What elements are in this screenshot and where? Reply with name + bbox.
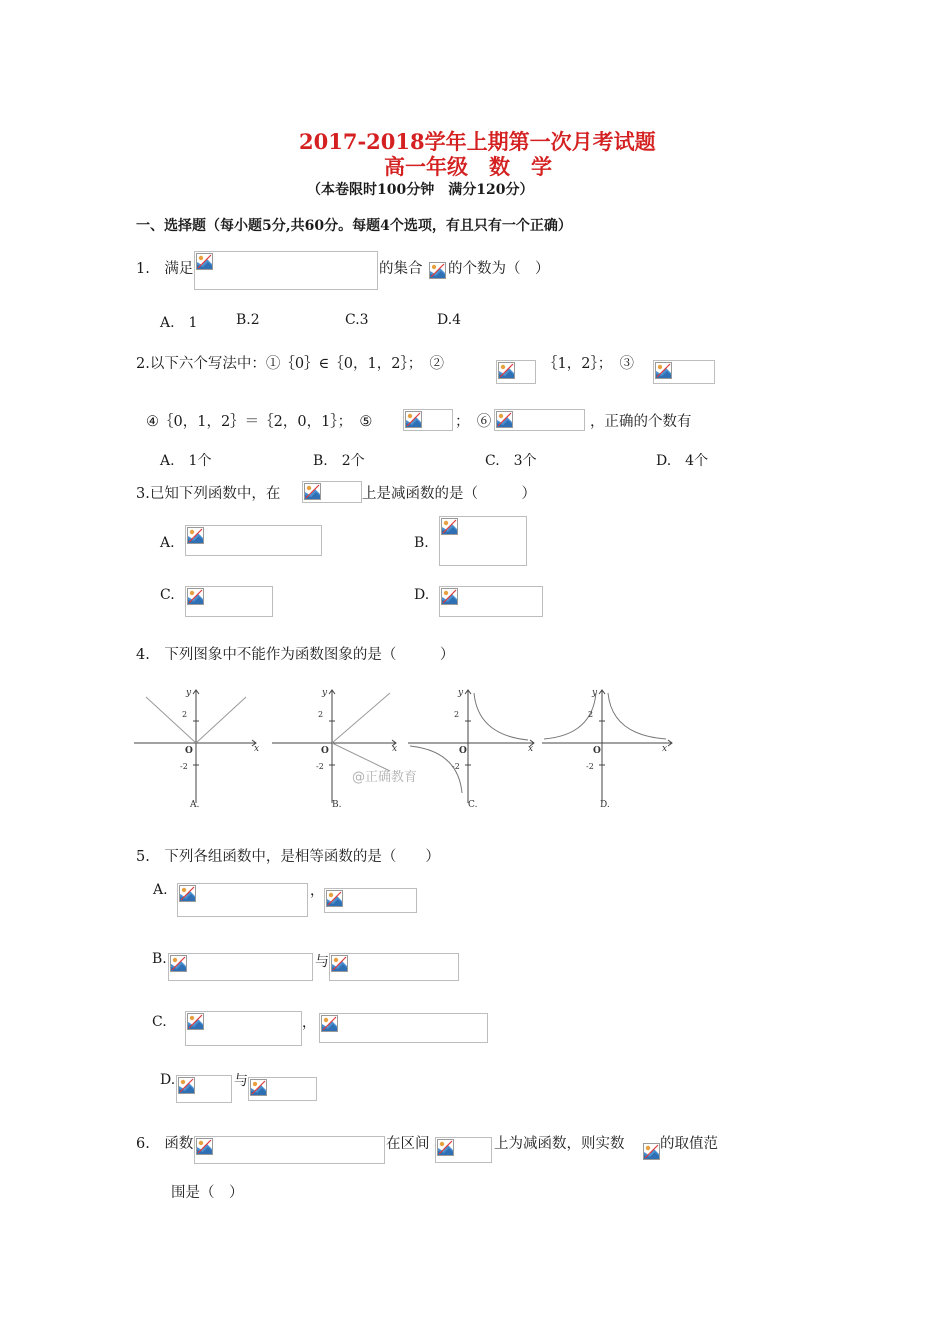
q6-suffix: 的取值范 [660,1136,718,1152]
q3-option-c-image [185,586,273,617]
q3-suffix: 上是减函数的是（ ） [362,486,536,502]
graph-c [408,685,538,810]
broken-image-icon [498,362,515,379]
graph-c-origin: O [459,746,467,756]
broken-image-icon [179,885,196,902]
graph-watermark: @正确教育 [352,770,418,785]
broken-image-icon [437,1139,454,1156]
broken-image-icon [331,955,348,972]
broken-image-icon [187,1013,204,1030]
q1-option-b: B.2 [236,312,260,328]
q5-b-first-image [168,953,313,981]
graph-b-x-label: x [392,744,398,754]
q6-line2: 围是（ ） [171,1185,244,1201]
graph-c-y-label: y [458,688,464,698]
broken-image-icon [187,527,204,544]
q2-mid1: ｛1，2｝； ③ [543,356,634,372]
broken-image-icon [321,1015,338,1032]
broken-image-icon [196,1138,213,1155]
q5-label-d: D. [160,1072,176,1088]
q5-label-b: B. [152,951,167,967]
q2-item5-image [403,409,453,431]
q6-mid: 在区间 [386,1136,430,1152]
q5-label-c: C. [152,1014,167,1030]
broken-image-icon [326,890,343,907]
graph-a-tick-m2: -2 [180,762,188,771]
broken-image-icon [304,483,321,500]
broken-image-icon [655,362,672,379]
q6-prefix: 6. 函数 [136,1136,194,1152]
q3-label-d: D. [414,587,430,603]
graph-d-origin: O [593,746,601,756]
q5-sep-b: 与 [315,954,329,970]
q5-sep-d: 与 [234,1073,248,1089]
q1-suffix: 的个数为（ ） [448,261,550,277]
graph-d-y-label: y [592,688,598,698]
graph-a-y-label: y [186,688,192,698]
broken-image-icon [441,518,458,535]
graph-c-x-label: x [528,744,534,754]
broken-image-icon [187,588,204,605]
q3-option-d-image [439,586,543,617]
q2-line2: ④｛0，1，2｝＝｛2，0，1｝； ⑤ [146,414,373,430]
graph-d-x-label: x [662,744,668,754]
q2-item2-image [496,360,536,384]
q2-suffix: ，正确的个数有 [590,414,692,430]
section-heading: 一、选择题（每小题5分,共60分。每题4个选项，有且只有一个正确） [136,218,572,234]
q5-d-second-image [248,1077,317,1101]
q1-prefix: 1. 满足 [136,261,194,277]
graph-c-tick-2: 2 [454,710,460,719]
q5-c-second-image [319,1013,488,1043]
q3-label-b: B. [414,535,429,551]
q2-item3-image [653,360,715,384]
q1-option-d: D.4 [437,312,462,328]
graph-d-label: D. [600,800,610,810]
q6-interval-image [435,1137,492,1163]
q5-label-a: A. [153,882,168,898]
exam-grade: 高一年级 数 学 [384,154,552,179]
q3-label-a: A. [160,535,175,551]
q3-option-b-image [439,516,527,566]
q2-line1: 2.以下六个写法中：①｛0｝∈｛0，1，2｝； ② [136,356,444,372]
q5-sep-a: ， [310,883,324,899]
q2-option-d: D. 4个 [656,453,709,469]
broken-image-icon [429,262,446,279]
q2-option-a: A. 1个 [160,453,212,469]
broken-image-icon [178,1077,195,1094]
broken-image-icon [250,1079,267,1096]
q3-prefix: 3.已知下列函数中，在 [136,486,281,502]
graph-a-origin: O [185,746,193,756]
graph-d-tick-m2: -2 [586,762,594,771]
graph-b-tick-2: 2 [318,710,324,719]
broken-image-icon [496,411,513,428]
q6-mid2: 上为减函数，则实数 [494,1136,625,1152]
q5-c-first-image [185,1011,302,1046]
q3-label-c: C. [160,587,175,603]
q1-mid: 的集合 [379,261,423,277]
graph-b-origin: O [321,746,329,756]
graph-c-tick-m2: -2 [452,762,460,771]
q3-interval-image [302,481,362,503]
q2-item6-image [494,409,585,431]
q2-option-b: B. 2个 [313,453,365,469]
q2-mid2: ； ⑥ [455,414,492,430]
q5-a-second-image [324,888,417,913]
broken-image-icon [196,253,213,270]
graph-b-label: B. [332,800,342,810]
exam-limits: （本卷限时100分钟 满分120分） [307,182,534,198]
q5-text: 5. 下列各组函数中，是相等函数的是（ ） [136,849,440,865]
graph-a [134,685,264,810]
broken-image-icon [405,411,422,428]
q5-d-first-image [176,1075,232,1103]
exam-title: 2017-2018学年上期第一次月考试题 [299,129,656,154]
broken-image-icon [170,955,187,972]
broken-image-icon [643,1143,660,1160]
graph-a-x-label: x [254,744,260,754]
q3-option-a-image [185,525,322,556]
graph-c-label: C. [468,800,478,810]
broken-image-icon [441,588,458,605]
q1-set-image [194,251,378,290]
graph-d-tick-2: 2 [588,710,594,719]
q6-function-image [194,1136,385,1164]
q5-b-second-image [329,953,459,981]
graph-a-label: A. [190,800,200,810]
graph-d [542,685,672,810]
q2-option-c: C. 3个 [485,453,537,469]
q4-text: 4. 下列图象中不能作为函数图象的是（ ） [136,647,455,663]
graph-b [272,685,418,810]
q5-sep-c: ， [302,1015,316,1031]
graph-b-tick-m2: -2 [316,762,324,771]
graph-a-tick-2: 2 [182,710,188,719]
q1-option-a: A. 1 [160,315,198,331]
q5-a-first-image [177,883,308,917]
q1-option-c: C.3 [345,312,369,328]
graph-b-y-label: y [322,688,328,698]
